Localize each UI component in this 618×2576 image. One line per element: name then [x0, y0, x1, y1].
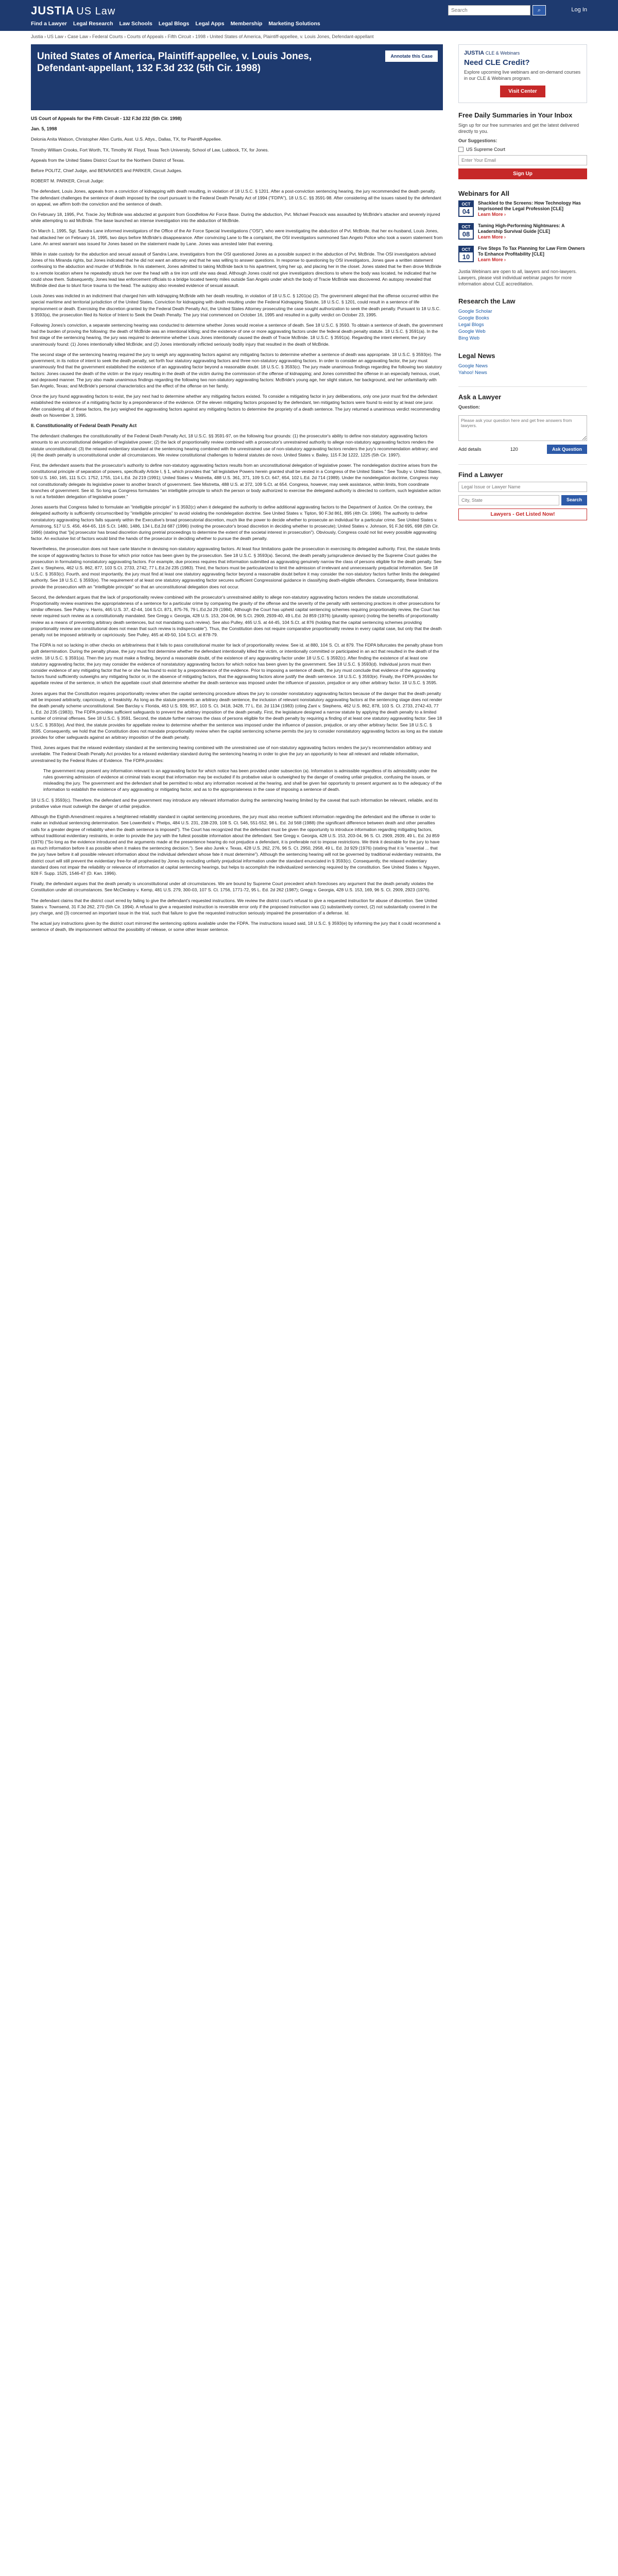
legal-issue-input[interactable] — [458, 482, 587, 492]
opinion-paragraph: Although the Eighth Amendment requires a heightened reliability standard in capital sentencing procedures, the jury must also receive sufficient information regarding the defendant and the offense in order to make an individual sentencing determination. See Lowenfield v. Phelps, 484 U.S. 231, 238-239, 108 S. Ct. 546, 551-552, 98 L. Ed. 2d 568 (1988) (the significant difference between death and other penalties calls for a greater degree of reliability when the death sentence is imposed"). The Court has recognized that the defendant must be given the opportunity to introduce information regarding mitigating factors, without traditional evidentiary restraints, in order to provide the jury with the fullest possible information about the defendant. See Gregg v. Georgia, 428 U.S. 153, 203-04, 96 S. Ct. 2909, 2939, 49 L. Ed. 2d 859 (1976) ("So long as the evidence introduced and the arguments made at the presentence hearing do not prejudice a defendant, it is preferable not to impose restrictions. We think it desirable for the jury to have as much information before it as possible when it makes the sentencing decision."). See also Jurek v. Texas, 428 U.S. 262, 276, 96 S. Ct. 2950, 2958, 49 L. Ed. 2d 929 (1976) (stating that it is "essential ... that the jury have before it all possible relevant information about the individual defendant whose fate it must determine"). Although the sentencing hearing will not be governed by traditional evidentiary restraints, the district court will still prevent the evidentiary free-for-all prophesied by Jones by excluding unfairly prejudicial information under the standard enunciated in § 3593(c). Consequently, the relaxed evidentiary standard does not impair the reliability or relevance of information at capital sentencing hearings, but helps to accomplish the individualized sentencing required by the constitution. See United States v. Nguyen, 928 F. Supp. 1525, 1546-47 (D. Kan. 1996). — [31, 814, 441, 876]
news-link[interactable]: Google News — [458, 363, 488, 369]
add-details-link[interactable]: Add details — [458, 447, 482, 452]
find-search-button[interactable]: Search — [561, 495, 587, 505]
case-title: United States of America, Plaintiff-appellee, v. Louis Jones, Defendant-appellant, 132 F.3d 232 (5th Cir. 1998) — [37, 51, 312, 74]
breadcrumb[interactable]: Justia › US Law › Case Law › Federal Courts › Courts of Appeals › Fifth Circuit › 1998 › United States of America, Plaintiff-appellee, v. Louis Jones, Defendant-appellant — [31, 34, 374, 39]
news-title: Legal News — [458, 352, 495, 360]
visit-center-button[interactable]: Visit Center — [500, 86, 545, 97]
find-title: Find a Lawyer — [458, 471, 503, 479]
nav-legal-blogs[interactable]: Legal Blogs — [158, 21, 190, 27]
sidebar — [458, 44, 587, 937]
webinars-note: Justia Webinars are open to all, lawyers and non-lawyers. Lawyers, please visit individual webinar pages for more information about CLE accreditation. — [458, 269, 577, 286]
webinar-title[interactable]: Taming High-Performing Nightmares: A Leadership Survival Guide [CLE] — [478, 223, 565, 234]
research-link[interactable]: Google Books — [458, 315, 489, 321]
ask-label: Question: — [458, 404, 480, 410]
ask-a-lawyer — [458, 393, 587, 454]
get-listed-button[interactable]: Lawyers - Get Listed Now! — [458, 509, 587, 520]
webinar-item[interactable] — [458, 246, 587, 262]
divider — [458, 464, 587, 465]
suggestions-label: Our Suggestions: — [458, 138, 497, 143]
opinion-paragraph: Timothy William Crooks, Fort Worth, TX, Timothy W. Floyd, Texas Tech University, School of Law, Lubbock, TX, for Jones. — [31, 147, 269, 152]
login-link[interactable]: Log In — [571, 7, 587, 13]
opinion-paragraph: On February 18, 1995, Pvt. Tracie Joy McBride was abducted at gunpoint from Goodfellow Air Force Base. During the abduction, Pvt. Michael Peacock was assaulted by McBride's attacker and severely injured while attempting to aid McBride. The base launched an intense investigation into the abduction of McBride. — [31, 212, 440, 224]
divider — [458, 386, 587, 387]
opinion-paragraph: Nevertheless, the prosecution does not have carte blanche in devising non-statutory aggravating factors. At least four limitations guide the prosecution in exercising its delegated authority. First, the statute limits the scope of aggravating factors to those for which prior notice has been given by the prosecution. See 18 U.S.C. § 3593(a). Second, the death penalty jurisprudence devised by the Supreme Court guides the prosecution in formulating nonstatutory aggravating factors. For example, due process requires that information submitted as aggravating genuinely narrow the class of persons eligible for the death penalty. See Zant v. Stephens, 462 U.S. 862, 877, 103 S.Ct. 2733, 2742, 77 L.Ed.2d 235 (1983). Third, the factors must be particularized to limit the admission of irrelevant and unnecessarily prejudicial information. See 18 U.S.C. § 3593(c). Fourth, and most importantly, the jury must find at least one statutory aggravating factor beyond a reasonable doubt before it may consider the non-statutory factors further limits the delegated authority. See 18 U.S.C. § 3593(e). The requirement of at least one statutory aggravating factor secures sufficient Congressional guidance in classifying death-eligible offenders. Consequently, these limitations provide the prosecution with an "intelligible principle" so that an unconstitutional delegation does not occur. — [31, 546, 442, 589]
nav-legal-apps[interactable]: Legal Apps — [195, 21, 225, 27]
opinion-paragraph: The second stage of the sentencing hearing required the jury to weigh any aggravating factors against any mitigating factors to determine whether a sentence of death was appropriate. 18 U.S.C. § 3593(e). The government, in its notice of intent to seek the death penalty, set forth four statutory aggravating factors and three non-statutory aggravating factors. In order to consider an aggravating factor, the jury must unanimously find that the government established the existence of an aggravating factor beyond a reasonable doubt. 18 U.S.C. § 3593(c). The jury made unanimous findings regarding the following two statutory factors: Jones caused the death of the victim or the injury resulting in the death of the victim during the commission of the offense of kidnapping; and Jones committed the offense in an especially heinous, cruel, and depraved manner. The jury also made unanimous findings regarding the following two non-statutory aggravating factors: McBride's young age, her slight stature, her background, and her unfamiliarity with San Angelo, Texas; and McBride's personal characteristics and the effect of the offense on her family. — [31, 351, 442, 388]
research-title: Research the Law — [458, 297, 516, 305]
research-link[interactable]: Bing Web — [458, 335, 480, 341]
summaries-text: Sign up for our free summaries and get the latest delivered directly to you. — [458, 123, 579, 134]
opinion-paragraph: The government may present any information relevant to an aggravating factor for which notice has been provided under subsection (a). Information is admissible regardless of its admissibility under the rules governing admission of evidence at criminal trials except that information may be excluded if its probative value is outweighed by the danger of creating unfair prejudice, confusing the issues, or misleading the jury. The government and the defendant shall be permitted to rebut any information received at the hearing, and shall be given fair opportunity to present argument as to the adequacy of the information to establish the existence of any aggravating or mitigating factor, and as to the appropriateness in the case of imposing a sentence of death. — [43, 768, 442, 792]
summaries-title: Free Daily Summaries in Your Inbox — [458, 111, 573, 119]
nav-find-lawyer[interactable]: Find a Lawyer — [31, 21, 67, 27]
opinion-paragraph: Second, the defendant argues that the lack of proportionality review combined with the prosecutor's unrestrained ability to allege non-statutory aggravating factors renders the statute unconstitutional. Proportionality review examines the appropriateness of a sentence for a particular crime by comparing the gravity of the offense and the severity of the penalty with sentencing practices in other prosecutions for similar offenses. See Pulley v. Harris, 465 U.S. 37, 42-44, 104 S.Ct. 871, 875-76, 79 L.Ed.2d 29 (1984). Although the Court has upheld capital sentencing schemes requiring proportionality review, the Court has never required such review as a constitutionally mandated. See Gregg v. Georgia, 428 U.S. 153, 204-06, 96 S.Ct. 2909, 2939-40, 49 L.Ed. 2d 859 (1976) (plurality opinion) (noting the benefits of proportionality review as a means of preventing arbitrary death sentences, but not mandating such review). See also Pulley, 465 U.S. at 44-45, 104 S.Ct. at 876 (holding that the capital sentencing schemes providing proportionality review are constitutional does not mean that such review is indispensable"). Thus, the Constitution does not require comparative proportionality review in every capital case, but only that the death penalty not be imposed arbitrarily or capriciously. See Pulley, 465 at 49-50, 104 S.Ct. at 878-79. — [31, 594, 442, 638]
nav-legal-research[interactable]: Legal Research — [73, 21, 113, 27]
opinion-paragraph: Jones argues that the Constitution requires proportionality review when the capital sentencing procedure allows the jury to consider nonstatutory aggravating factors because of the danger that the death penalty will be imposed arbitrarily, capriciously, or freakishly. As long as the statute prevents an arbitrary death sentence, the inclusion of relevant nonstatutory aggravating factors at the sentencing stage does not render the death penalty scheme unconstitutional. See Barclay v. Florida, 463 U.S. 939, 957, 103 S. Ct. 3418, 3428, 77 L. Ed. 2d 1134 (1983) (citing Zant v. Stephens, 462 U.S. 862, 878, 103 S. Ct. 2733, 2742-43, 77 L. Ed. 2d 235 (1983)). The FDPA provides sufficient safeguards to prevent the arbitrary imposition of the death penalty. First, the legislature designed a narrow statute by applying the death penalty to a limited number of criminal offenses. See 18 U.S.C. § 3591. Second, the statute further narrows the class of persons eligible for the death penalty by requiring a finding of at least one statutory aggravating factor. See 18 U.S.C. § 3593(e). And third, the statute provides for appellate review to determine whether the sentence was imposed under the influence of passion, prejudice, or any other arbitrary factor. See 18 U.S.C. § 3595. Consequently, we hold that the Constitution does not mandate proportionality review when the capital sentencing scheme permits the jury to consider nonstatutory aggravating factors as long as the statute provides for other safeguards against an arbitrary imposition of the death penalty. — [31, 690, 443, 740]
opinion-paragraph: Following Jones's conviction, a separate sentencing hearing was conducted to determine whether Jones would receive a sentence of death. See 18 U.S.C. § 3593. To obtain a sentence of death, the government had the burden of proving the following: the death of McBride was an intentional killing; and the existence of one or more aggravating factors under the federal death penalty statute. 18 U.S.C. § 3591(a). In the first stage of the sentencing hearing, the jury was required to determine whether Louis Jones intentionally caused the death of Tracie McBride. 18 U.S.C. § 3591(a). Regarding the intent element, the jury unanimously found: (1) Jones intentionally killed McBride; and (2) Jones intentionally inflicted seriously bodily injury that resulted in the death of McBride. — [31, 323, 443, 347]
nav-marketing[interactable]: Marketing Solutions — [268, 21, 320, 27]
webinar-title[interactable]: Five Steps To Tax Planning for Law Firm Owners To Enhance Profitability [CLE] — [478, 246, 585, 257]
signup-button[interactable]: Sign Up — [458, 168, 587, 179]
opinion-paragraph: On March 1, 1995, Sgt. Sandra Lane informed investigators of the Office of the Air Force Special Investigations ("OSI"), who were investigating the abduction of Pvt. McBride, that her ex-husband, Louis Jones, had attacked her on February 16, 1995, two days before McBride's disappearance. After convincing Lane to file a complaint, the OSI investigators summoned San Angelo Police who took a sworn statement from Lane. An arrest warrant was issued for Jones based on the statement made by Lane. Jones was arrested later that evening. — [31, 228, 443, 246]
research-link[interactable]: Legal Blogs — [458, 322, 484, 328]
search-input[interactable] — [448, 5, 530, 15]
opinion-paragraph: Appeals from the United States District Court for the Northern District of Texas. — [31, 157, 185, 163]
search-button[interactable] — [533, 5, 546, 15]
opinion-paragraph: Once the jury found aggravating factors to exist, the jury next had to determine whether any mitigating factors existed. To consider a mitigating factor in jury deliberations, only one juror must find the defendant established the existence of a mitigating factor by a preponderance of the evidence. Of the eleven mitigating factors proposed by the defendant, ten mitigating factors were found to exist by at least one juror. After considering all of these factors, the jury weighed the aggravating factors against any mitigating factors to determine the propriety of a death sentence. The jury returned a unanimous verdict recommending death on November 3, 1995. — [31, 394, 440, 418]
cle-ad-logo: JUSTIA CLE & Webinars — [464, 50, 520, 56]
opinion-paragraph: 18 U.S.C. § 3593(c). Therefore, the defendant and the government may introduce any relevant information during the sentencing hearing limited by the caveat that such information be relevant, reliable, and its probative value must outweigh the danger of unfair prejudice. — [31, 797, 438, 809]
opinion-paragraph: Before POLITZ, Chief Judge, and BENAVIDES and PARKER, Circuit Judges. — [31, 168, 182, 174]
research-link[interactable]: Google Web — [458, 329, 486, 334]
research-link[interactable]: Google Scholar — [458, 309, 492, 314]
learn-more-link[interactable]: Learn More › — [478, 257, 506, 262]
opinion-text — [31, 115, 443, 933]
opinion-paragraph: ROBERT M. PARKER, Circuit Judge: — [31, 178, 104, 184]
question-textarea[interactable] — [458, 415, 587, 441]
email-field[interactable] — [458, 155, 587, 165]
case-header — [31, 44, 443, 110]
opinion-paragraph: The actual jury instructions given by the district court mirrored the sentencing options available under the FDPA. The instructions issued said, 18 U.S.C. § 3593(e) by informing the jury that it could recommend a sentence of death, life imprisonment without the possibility of release, or some other lesser sentence. — [31, 921, 440, 933]
opinion-paragraph: Finally, the defendant argues that the death penalty is unconstitutional under all circumstances. We are bound by Supreme Court precedent which forecloses any argument that the death penalty violates the Constitution under all circumstances. See McCleskey v. Kemp, 481 U.S. 279, 300-03, 107 S. Ct. 1756, 1771-72, 95 L. Ed. 2d 262 (1987); Gregg v. Georgia, 428 U.S. 153, 169, 96 S. Ct. 2909, 2923 (1976). — [31, 881, 434, 893]
opinion-paragraph: The defendant, Louis Jones, appeals from a conviction of kidnapping with death resulting, in violation of 18 U.S.C. § 1201. After a post-conviction sentencing hearing, the jury recommended the death penalty. The defendant challenges the sentence of death imposed by the court pursuant to the Federal Death Penalty Act of 1994 ("FDPA"), 18 U.S.C. §§ 3591-98. After considering all the issues raised by the defendant on appeal, we affirm both the conviction and the sentence of death. — [31, 189, 441, 207]
webinar-item[interactable] — [458, 200, 587, 217]
calendar-date-icon: OCT 08 — [458, 223, 474, 240]
logo-subtext: US Law — [76, 6, 116, 17]
learn-more-link[interactable]: Learn More › — [478, 234, 506, 240]
webinars-section — [458, 190, 587, 287]
daily-summaries — [458, 111, 587, 179]
main-nav — [31, 21, 320, 27]
opinion-paragraph: The defendant claims that the district court erred by failing to give the defendant's requested instructions. We review the district court's refusal to give a requested instruction for abuse of discretion. See United States v. Townsend, 31 F.3d 262, 270 (5th Cir. 1994). A refusal to give a requested instruction is reversible error only if the proposed instruction was (1) substantively correct, (2) not substantially covered in the jury charge, and (3) concerned an important issue in the trial, such that failure to give the requested instruction seriously impaired the presentation of a defense. Id. — [31, 897, 437, 916]
learn-more-link[interactable]: Learn More › — [478, 212, 506, 217]
webinar-title[interactable]: Shackled to the Screens: How Technology Has Imprisoned the Legal Profession [CLE] — [478, 200, 581, 211]
cle-ad — [458, 44, 587, 103]
webinar-item[interactable] — [458, 223, 587, 240]
opinion-paragraph: Jones asserts that Congress failed to formulate an "intelligible principle" in § 3592(c) when it delegated the authority to define additional aggravating factors to the Department of Justice. On the contrary, the delegated authority is sufficiently circumscribed by "intelligible principles" to avoid violating the nondelegation doctrine. See United States v. Tipton, 90 F.3d 861, 895 (4th Cir. 1996). The authority to define nonstatutory aggravating factors falls squarely within the Executive's broad prosecutorial discretion, much like the power to decide whether to prosecute an individual for a particular crime. See United States v. Armstrong, 517 U.S. 456, 464-65, 116 S.Ct. 1480, 1486, 134 L.Ed.2d 687 (1996) (noting the prosecutor's broad discretion in deciding whether to prosecute); United States v. Johnson, 91 F.3d 695, 698 (5th Cir. 1996) (stating that "[a] prosecutor has broad discretion during pretrial proceedings to determine the extent of the societal interest in prosecution"). Obviously, Congress could not list every possible aggravating factor. An exclusive list of factors would bind the hands of the prosecutor in deciding whether to pursue the death penalty. — [31, 504, 439, 541]
opinion-paragraph: First, the defendant asserts that the prosecutor's authority to define non-statutory aggravating factors results from an unconstitutional delegation of legislative power. The nondelegation doctrine arises from the constitutional principle of separation of powers, specifically Article I, § 1, which provides that "all legislative Powers herein granted shall be vested in a Congress of the United States." See Touby v. United States, 500 U.S. 160, 165, 111 S.Ct. 1752, 1755, 114 L.Ed. 2d 219 (1991); United States v. Mistretta, 488 U.S. 361, 371, 109 S.Ct. 647, 654, 102 L.Ed. 2d 714 (1989). Under the nondelegation doctrine, Congress may not constitutionally delegate its legislative power to another branch of government. See Mistretta, 488 U.S. at 372, 109 S.Ct. at 654. Congress, however, may seek assistance, within limits, from coordinate branches of government. See id. So long as Congress formulates "an intelligible principle to which the person or body authorized to exercise the delegated authority is directed to conform, such legislative action is not a forbidden delegation of legislative power." — [31, 462, 442, 499]
top-navigation-bar — [0, 0, 618, 31]
suggestion-label: US Supreme Court — [466, 147, 506, 152]
opinion-paragraph: The FDPA is not so lacking in other checks on arbitrariness that it fails to pass constitutional muster for lack of proportionality review. See id. at 880, 104 S. Ct. at 879. The FDPA bifurcates the penalty phase from guilt determination. During the penalty phase, the jury must first determine whether the defendant intentionally killed the victim, or intentionally committed or participated in an act that resulted in the death of the victim. 18 U.S.C. § 3591(a). Then the jury must make a finding, beyond a reasonable doubt, of the existence of any aggravating factor under 18 U.S.C. § 3592(c). After finding the existence of at least one statutory aggravating factor, the jury may consider the evidence of nonstatutory aggravating factors for which notice has been given by the government. See 18 U.S.C. § 3593(d). Individual jurors must then consider evidence of any mitigating factor that he or she has found to exist by a preponderance of the evidence. Prior to imposing a sentence of death, the jury must conclude that evidence of the aggravating factors found sufficiently outweighs any mitigating factor or, in the absence of mitigating factors, that the aggravating factors alone justify the death sentence. 18 U.S.C. § 3593(e). Finally, the FDPA provides for appellate review of the sentence, in which the appellate court shall determine whether the death sentence was imposed under the influence of passion, prejudice or any other arbitrary factor. 18 U.S.C. § 3595. — [31, 642, 443, 686]
calendar-date-icon: OCT 04 — [458, 200, 474, 217]
opinion-paragraph: Third, Jones argues that the relaxed evidentiary standard at the sentencing hearing combined with the unrestrained use of non-statutory aggravating factors renders the jury's recommendation arbitrary and unreliable. The Federal Death Penalty Act provides for a relaxed evidentiary standard during the sentencing hearing in order to give the jury an opportunity to hear all relevant and reliable information, unrestrained by the Federal Rules of Evidence. The FDPA provides: — [31, 745, 431, 763]
opinion-paragraph: While in state custody for the abduction and sexual assault of Sandra Lane, investigators from the OSI questioned Jones as a possible suspect in the abduction of Pvt. McBride. The OSI investigators advised Jones of his Miranda rights, but Jones indicated that he did not want an attorney and that he was willing to answer questions. In response to questioning by OSI investigators, Jones gave a written statement confessing to the abduction and murder of McBride. In his statement, Jones admitted to taking McBride back to his apartment, tying her up, and placing her in the closet. Jones stated that he then drove McBride to a remote location where he repeatedly struck her over the head with a tire iron until she was dead. Although Jones could not give investigators directions to where the body was located, he indicated that he could show them. Subsequently, Jones lead law enforcement officials to a bridge located twenty miles outside San Angelo under which the body of Tracie McBride was discovered. An autopsy revealed that McBride died due to blunt force trauma to the head. The autopsy also revealed evidence of sexual assault. — [31, 251, 441, 289]
suggestion-option[interactable] — [458, 147, 587, 152]
opinion-paragraph: The defendant challenges the constitutionality of the Federal Death Penalty Act, 18 U.S.C. §§ 3591-97, on the following four grounds: (1) the prosecutor's ability to define non-statutory aggravating factors amounts to an unconstitutional delegation of legislative power; (2) the lack of proportionality review combined with a prosecutor's unrestrained authority to allege non-statutory aggravating factors renders the statute unconstitutional; (3) the relaxed evidentiary standard at the sentencing hearing combined with the unrestrained use of non-statutory aggravating factors renders the jury's recommendation arbitrary; and (4) the death penalty is unconstitutional under all circumstances. We review constitutional challenges to federal statutes de novo. United States v. Bailey, 115 F.3d 1222, 1225 (5th Cir. 1997). — [31, 433, 438, 457]
cle-ad-title: Need CLE Credit? — [464, 58, 530, 67]
webinars-title: Webinars for All — [458, 190, 509, 197]
opinion-paragraph: Delonia Anita Watson, Christopher Allen Curtis, Asst. U.S. Attys., Dallas, TX, for Plaintiff-Appellee. — [31, 137, 222, 142]
news-links — [458, 352, 587, 376]
opinion-paragraph: Louis Jones was indicted in an indictment that charged him with kidnapping McBride with her death resulting, in violation of 18 U.S.C. § 1201(a) (2). The government alleged that the offense occurred within the special maritime and territorial jurisdiction of the United States. Conviction for kidnapping with death resulting under the Federal Kidnapping Statute, 18 U.S.C. § 1201, could result in a sentence of life imprisonment or death. Exercising the discretion granted by the Federal Death Penalty Act, the United States Attorney prosecuting the case sought authorization to seek the death penalty. Pursuant to 18 U.S.C. § 3593(a), the prosecution filed its Notice of Intent to Seek the Death Penalty. The jury trial commenced on October 16, 1995 and resulted in a guilty verdict on October 23, 1995. — [31, 293, 441, 317]
cle-ad-text: Explore upcoming live webinars and on-demand courses in our CLE & Webinars program. — [464, 70, 581, 81]
nav-law-schools[interactable]: Law Schools — [119, 21, 152, 27]
research-links — [458, 297, 587, 342]
annotate-case-button[interactable]: Annotate this Case — [385, 50, 438, 62]
main-content — [31, 44, 443, 937]
city-state-input[interactable] — [458, 495, 559, 505]
news-link[interactable]: Yahoo! News — [458, 370, 487, 376]
logo-text: JUSTIA — [31, 4, 75, 17]
calendar-date-icon: OCT 10 — [458, 246, 474, 262]
search-icon: ⌕ — [537, 7, 541, 13]
find-a-lawyer — [458, 471, 587, 520]
justia-logo[interactable] — [31, 4, 115, 18]
ask-title: Ask a Lawyer — [458, 393, 502, 401]
suggestion-checkbox[interactable] — [458, 147, 464, 152]
section-heading: II. Constitutionality of Federal Death Penalty Act — [31, 422, 137, 428]
date-line: Jan. 5, 1998 — [31, 126, 57, 132]
court-line: US Court of Appeals for the Fifth Circuit - 132 F.3d 232 (5th Cir. 1998) — [31, 116, 182, 121]
ask-question-button[interactable]: Ask Question — [547, 445, 587, 454]
nav-membership[interactable]: Membership — [230, 21, 263, 27]
char-count: 120 — [510, 447, 518, 452]
